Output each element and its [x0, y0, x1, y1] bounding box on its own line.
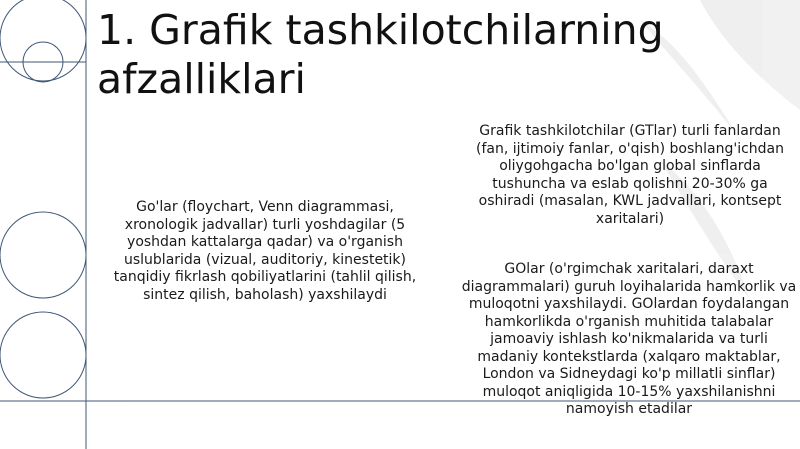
top-circle-large: [0, 0, 86, 81]
slide-title: 1. Grafik tashkilotchilarning afzalliklari: [97, 6, 664, 103]
paragraph-right-top: Grafik tashkilotchilar (GTlar) turli fanlardan (fan, ijtimoiy fanlar, o'qish) boshlang'ichdan oliygohgacha bo'lgan global sinflarda tushuncha va eslab qolishni 20-30% ga oshiradi (masalan, KWL jadvallari, kontsept xaritalari): [476, 123, 784, 227]
bottom-circle-upper: [0, 212, 86, 298]
paragraph-right-bottom: GOlar (o'rgimchak xaritalari, daraxt diagrammalari) guruh loyihalarida hamkorlik va muloqotni yaxshilaydi. GOlardan foydalangan hamkorlikda o'rganish muhitida talabalar jamoaviy ishlash ko'nikmalarida va turli madaniy kontekstlarda (xalqaro maktablar, London va Sidneydagi ko'p millatli sinflar) muloqot aniqligida 10-15% yaxshilanishni namoyish etadilar: [461, 261, 797, 417]
paragraph-left: Go'lar (floychart, Venn diagrammasi, xronologik jadvallar) turli yoshdagilar (5 yoshdan kattalarga qadar) va o'rganish uslublarida (vizual, auditoriy, kinestetik) tanqidiy fikrlash qobiliyatlarini (tahlil qilish, sintez qilish, baholash) yaxshilaydi: [113, 199, 417, 303]
bottom-circle-lower: [0, 312, 86, 398]
